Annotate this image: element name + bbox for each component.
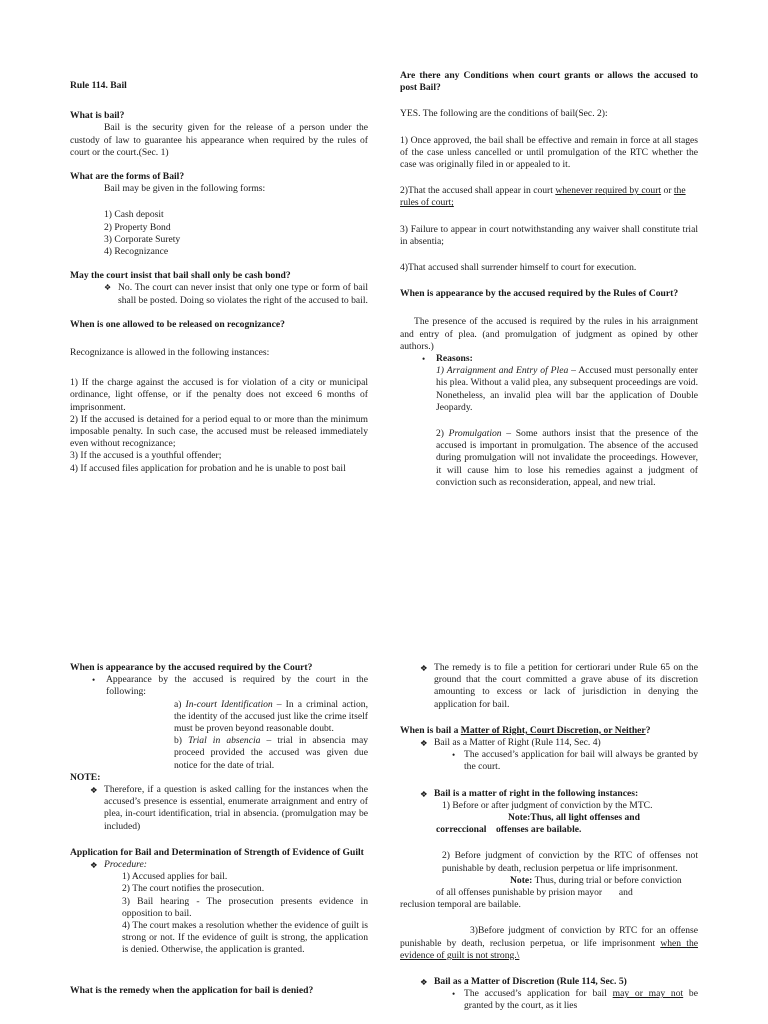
list-item: 3) Bail hearing - The prosecution presents evidence in opposition to bail. [122, 895, 368, 919]
remedy-text: ❖ The remedy is to file a petition for certiorari under Rule 65 on the ground that the court committed a grave abuse of its discretion amounting to excess or lack of jurisdiction in denying the application for bail. [420, 662, 698, 710]
instance-3: 3)Before judgment of conviction by RTC for an offense punishable by death, reclusion perpetua, or life imprisonment when the evidence of guilt is not strong.\ [400, 925, 698, 961]
court-appearance-intro: • Appearance by the accused is required by the court in the following: [92, 674, 368, 698]
right-top-column [400, 70, 698, 489]
conditions-heading: Are there any Conditions when court grants or allows the accused to post Bail? [400, 70, 698, 94]
rule-title: Rule 114. Bail [70, 80, 127, 91]
item-a: a) In-court Identification – In a criminal action, the identity of the accused just like the crime itself must be proven beyond reasonable doubt. [174, 698, 368, 735]
court-appearance-heading: When is appearance by the accused required by the Court? [70, 662, 313, 673]
right-bottom-column [400, 662, 698, 1013]
conditions-intro: YES. The following are the conditions of bail(Sec. 2): [400, 108, 608, 120]
reason-2: 2) Promulgation – Some authors insist that the presence of the accused is important in promulgation. The absence of the accused during promulgation will not invalidate the proceedings. However, it will cause him to lose his remedies against a judgment of conviction such as reconsideration, appeal, and new trial. [436, 428, 698, 488]
dot-bullet-icon: • [92, 675, 96, 686]
forms-list [70, 209, 368, 258]
instance-1: 1) Before or after judgment of conviction by the MTC. [442, 799, 653, 811]
forms-intro: Bail may be given in the following forms: [104, 183, 266, 195]
dot-bullet-icon: • [452, 989, 456, 1000]
condition-4: 4)That accused shall surrender himself to court for execution. [400, 262, 637, 274]
list-item: 2) Property Bond [104, 221, 171, 233]
cash-bond-answer: ❖ No. The court can never insist that only one type or form of bail shall be posted. Doing so violates the right of the accused to bail. [104, 282, 368, 306]
diamond-bullet-icon: ❖ [420, 663, 428, 673]
condition-1: 1) Once approved, the bail shall be effective and remain in force at all stages of the case unless cancelled or until promulgation of the RTC whether the case was originally filed in or appealed to it. [400, 134, 698, 171]
matter-of-right-text: • The accused’s application for bail will always be granted by the court. [452, 749, 698, 773]
note-label: NOTE: [70, 771, 101, 783]
list-item: 2) The court notifies the prosecution. [122, 883, 265, 895]
dot-bullet-icon: • [452, 750, 456, 761]
forms-heading: What are the forms of Bail? [70, 171, 185, 183]
diamond-bullet-icon: ❖ [90, 860, 98, 871]
cash-bond-heading: May the court insist that bail shall only be cash bond? [70, 270, 291, 282]
diamond-bullet-icon: ❖ [420, 738, 428, 749]
list-item: 1) Cash deposit [104, 209, 164, 221]
note-text: ❖ Therefore, if a question is asked calling for the instances when the accused’s presence is essential, enumerate arraignment and entry of plea, in-court identification, trial in absencia. (promulgation may be included) [90, 784, 368, 832]
diamond-bullet-icon: ❖ [420, 977, 428, 988]
matter-of-right-label: ❖ Bail as a Matter of Right (Rule 114, Sec. 4) [420, 737, 601, 749]
list-item: 4) Recognizance [104, 246, 169, 258]
what-is-bail-heading: What is bail? [70, 110, 125, 122]
matter-heading: When is bail a Matter of Right, Court Discretion, or Neither? [400, 724, 651, 736]
instances-heading: ❖ Bail is a matter of right in the following instances: [420, 787, 639, 799]
instance-1-note-a: Note:Thus, all light offenses and [508, 812, 640, 824]
remedy-heading: What is the remedy when the application for bail is denied? [70, 984, 314, 996]
recognizance-item-1: 1) If the charge against the accused is for violation of a city or municipal ordinance, light offense, or if the penalty does not exceed 6 months of imprisonment. [70, 377, 368, 413]
recognizance-item-4: 4) If accused files application for probation and he is unable to post bail [70, 462, 346, 474]
instance-1-note-b: correccional offenses are bailable. [436, 824, 582, 836]
instance-2: 2) Before judgment of conviction by the RTC of offenses not punishable by death, reclusion perpetua or life imprisonment. [442, 850, 698, 874]
procedure-label: ❖ Procedure: [90, 859, 147, 871]
recognizance-heading: When is one allowed to be released on recognizance? [70, 318, 285, 330]
what-is-bail-text: Bail is the security given for the release of a person under the custody of law to guarantee his appearance when required by the rules of court or the court.(Sec. 1) [70, 122, 368, 158]
appearance-rules-heading: When is appearance by the accused required by the Rules of Court? [400, 288, 679, 300]
diamond-bullet-icon: ❖ [90, 785, 98, 796]
discretion-heading: ❖ Bail as a Matter of Discretion (Rule 114, Sec. 5) [420, 976, 627, 988]
reason-1: 1) Arraignment and Entry of Plea – Accused must personally enter his plea. Without a valid plea, any subsequent proceedings are void. Nonetheless, an invalid plea will bar the application of Double Jeopardy. [436, 365, 698, 413]
discretion-text: • The accused’s application for bail may or may not be granted by the court, as it lies [452, 988, 698, 1012]
application-heading: Application for Bail and Determination of Strength of Evidence of Guilt [70, 846, 364, 858]
instance-2-note-b: of all offenses punishable by prision mayor and [436, 887, 633, 899]
recognizance-item-2: 2) If the accused is detained for a period equal to or more than the minimum imposable penalty. In such case, the accused must be released immediately even without recognizance; [70, 413, 368, 450]
left-bottom-column [70, 662, 368, 997]
instance-2-note-c: reclusion temporal are bailable. [400, 899, 521, 911]
condition-3: 3) Failure to appear in court notwithstanding any waiver shall constitute trial in absentia; [400, 223, 698, 247]
list-item: 3) Corporate Surety [104, 233, 181, 245]
recognizance-intro: Recognizance is allowed in the following instances: [70, 347, 270, 359]
left-top-column [70, 80, 368, 475]
procedure-steps [70, 871, 368, 956]
appearance-text: The presence of the accused is required by the rules in his arraignment and entry of plea. (and promulgation of judgment as opined by other authors.) [400, 316, 698, 352]
dot-bullet-icon: • [422, 354, 426, 365]
item-b: b) Trial in absencia – trial in absencia may proceed provided the accused was given due notice for the date of trial. [174, 735, 369, 771]
recognizance-item-3: 3) If the accused is a youthful offender; [70, 450, 222, 462]
diamond-bullet-icon: ❖ [420, 788, 428, 799]
condition-2: 2)That the accused shall appear in court whenever required by court or the rules of court; [400, 185, 686, 209]
diamond-bullet-icon: ❖ [104, 283, 112, 293]
list-item: 1) Accused applies for bail. [122, 871, 228, 883]
reasons-item: • Reasons: [422, 353, 473, 365]
list-item: 4) The court makes a resolution whether the evidence of guilt is strong or not. If the evidence of guilt is strong, the application is denied. Otherwise, the application is granted. [122, 920, 368, 956]
instance-2-note: Note: Thus, during trial or before conviction [510, 874, 682, 886]
